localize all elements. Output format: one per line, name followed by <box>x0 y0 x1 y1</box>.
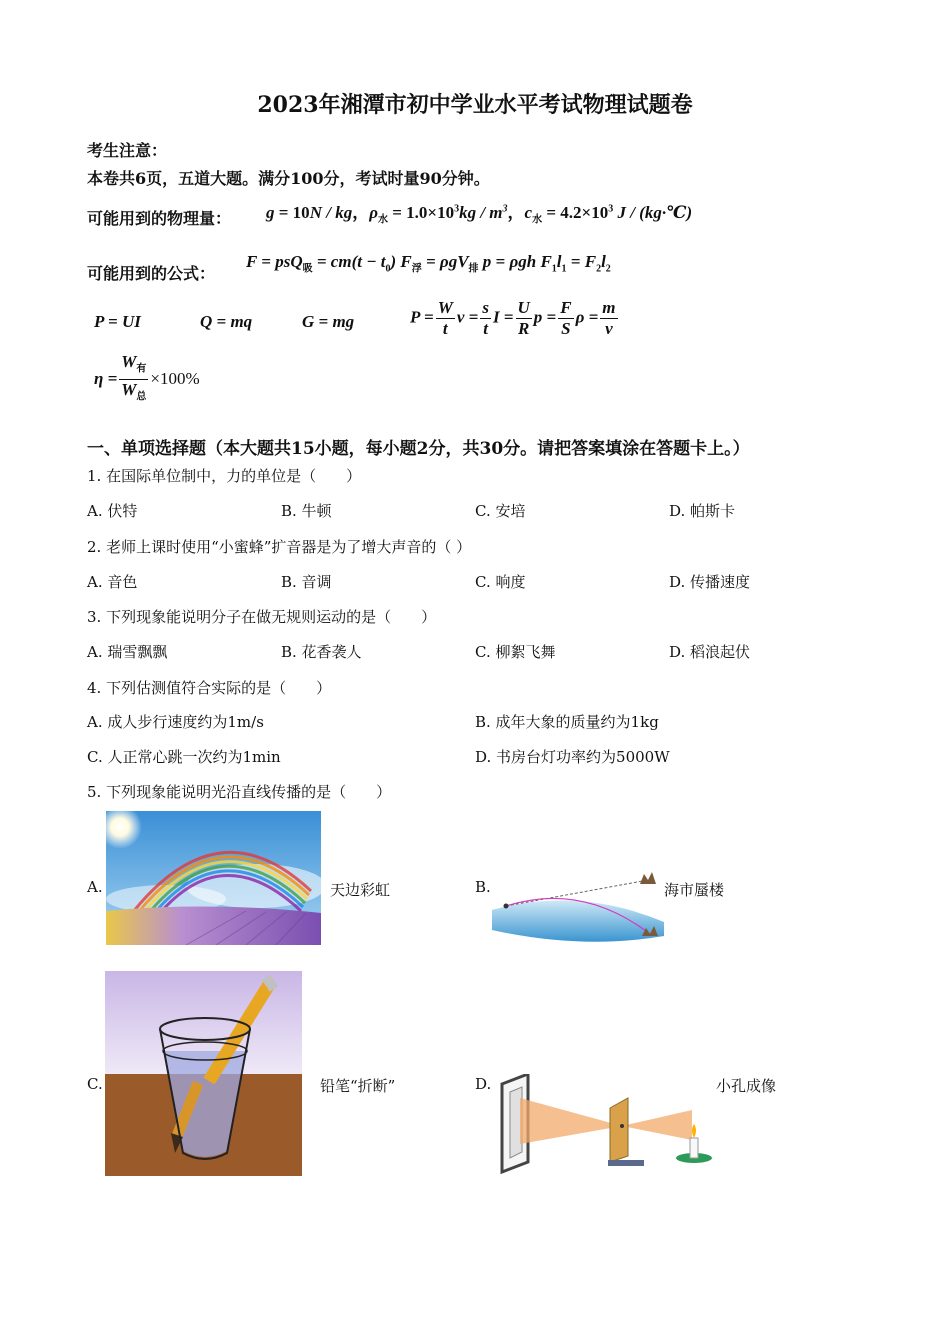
quantities-formula: g = 10N / kg，$\rho_水 = 1.0\times 10^3kg / m^3$，$c_水 = 4.2\times 10^3$ J / (kg·℃) <box>266 203 693 226</box>
q3-option-d[interactable]: D. 稻浪起伏 <box>669 643 751 661</box>
q3-stem: 3. 下列现象能说明分子在做无规则运动的是（ ） <box>87 608 437 626</box>
q4-option-c[interactable]: C. 人正常心跳一次约为1min <box>87 748 281 766</box>
notice-line: 本卷共6页，五道大题。满分100分，考试时量90分钟。 <box>87 169 490 188</box>
q4-stem: 4. 下列估测值符合实际的是（ ） <box>87 679 332 697</box>
page-title: 2023年湘潭市初中学业水平考试物理试题卷 <box>257 92 693 118</box>
formulas-label: 可能用到的公式： <box>87 264 216 283</box>
q1-option-c[interactable]: C. 安培 <box>475 502 526 520</box>
q5-stem: 5. 下列现象能说明光沿直线传播的是（ ） <box>87 783 392 801</box>
q2-option-b[interactable]: B. 音调 <box>281 573 332 591</box>
pinhole-image[interactable] <box>496 1074 716 1174</box>
quantities-label: 可能用到的物理量： <box>87 209 232 228</box>
q5-option-b[interactable]: B. <box>475 878 491 896</box>
q3-option-a[interactable]: A. 瑞雪飘飘 <box>87 643 168 661</box>
q3-option-b[interactable]: B. 花香袭人 <box>281 643 362 661</box>
rainbow-image[interactable] <box>106 811 321 945</box>
q4-option-d[interactable]: D. 书房台灯功率约为5000W <box>475 748 670 766</box>
q3-option-c[interactable]: C. 柳絮飞舞 <box>475 643 556 661</box>
q4-option-a[interactable]: A. 成人步行速度约为1m/s <box>87 713 264 731</box>
q5-option-d[interactable]: D. <box>475 1075 492 1093</box>
q2-option-a[interactable]: A. 音色 <box>87 573 138 591</box>
q5-option-a[interactable]: A. <box>87 878 103 896</box>
mirage-image[interactable] <box>492 870 664 946</box>
formula-efficiency: η = $\frac{W_有}{W_总}$ ×100% <box>94 352 200 403</box>
q1-stem: 1. 在国际单位制中，力的单位是（ ） <box>87 467 362 485</box>
q1-option-a[interactable]: A. 伏特 <box>87 502 138 520</box>
q2-option-c[interactable]: C. 响度 <box>475 573 526 591</box>
q4-option-b[interactable]: B. 成年大象的质量约为1kg <box>475 713 659 731</box>
notice-heading: 考生注意： <box>87 141 168 160</box>
q1-option-b[interactable]: B. 牛顿 <box>281 502 332 520</box>
q1-option-d[interactable]: D. 帕斯卡 <box>669 502 736 520</box>
q5-option-c[interactable]: C. <box>87 1075 103 1093</box>
section1-heading: 一、单项选择题（本大题共15小题，每小题2分，共30分。请把答案填涂在答题卡上。） <box>87 439 750 459</box>
q2-stem: 2. 老师上课时使用“小蜜蜂”扩音器是为了增大声音的（ ） <box>87 538 472 556</box>
caption-pinhole: 小孔成像 <box>716 1077 777 1095</box>
caption-pencil: 铅笔“折断” <box>320 1077 396 1095</box>
pencil-glass-image[interactable] <box>105 971 302 1176</box>
caption-rainbow: 天边彩虹 <box>330 881 391 899</box>
formula-line-1: $F = psQ_吸 = cm(t - t_0)$ $F_浮 = \rho gV_排$ p = ρgh $F_1l_1 = F_2l_2$ <box>246 252 611 275</box>
q2-option-d[interactable]: D. 传播速度 <box>669 573 751 591</box>
caption-mirage: 海市蜃楼 <box>664 881 725 899</box>
formula-line-2: P = UI Q = mq G = mg P = $\frac{W}{t}$ v = $\frac{s}{t}$ I = $\frac{U}{R}$ p = $\frac{F}{S}$ ρ = $\frac{m}{v}$ <box>94 298 616 338</box>
